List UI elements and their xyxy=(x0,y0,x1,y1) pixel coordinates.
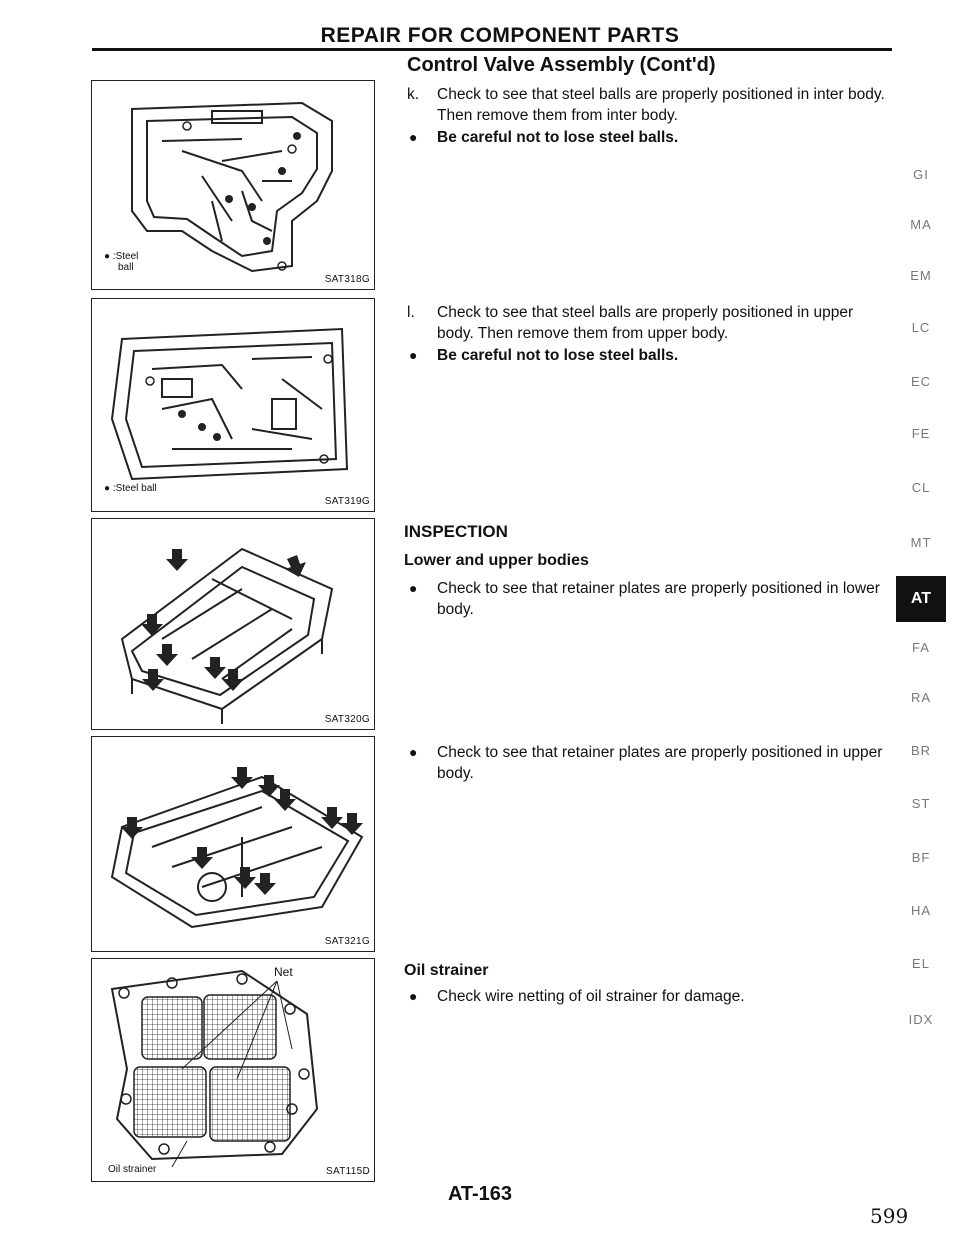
net-label: Net xyxy=(274,965,293,979)
valve-body-drawing xyxy=(92,299,374,511)
figure-legend xyxy=(104,483,157,494)
inspection-text: Check to see that retainer plates are properly positioned in upper body. xyxy=(437,744,883,782)
caution-k xyxy=(407,127,887,148)
tab-el[interactable]: EL xyxy=(912,956,930,971)
inspection-item-lower xyxy=(407,578,887,620)
arrow-icon-group xyxy=(141,549,306,691)
bullet-icon: ● xyxy=(409,129,418,145)
step-l xyxy=(407,302,887,344)
caution-l xyxy=(407,345,887,366)
figure-code: SAT319G xyxy=(324,496,370,507)
tab-ec[interactable]: EC xyxy=(910,374,932,389)
oil-strainer-heading: Oil strainer xyxy=(404,962,489,979)
step-marker: k. xyxy=(407,86,420,103)
tab-bf[interactable]: BF xyxy=(911,850,931,865)
legend-line: ● :Steel ball xyxy=(104,483,157,494)
legend-line: ● :Steel xyxy=(104,251,139,262)
tab-cl[interactable]: CL xyxy=(911,480,931,495)
lower-upper-bodies-heading: Lower and upper bodies xyxy=(404,552,589,569)
step-text: Check to see that steel balls are properly positioned in upper body. Then remove them from upper body. xyxy=(437,304,854,342)
oil-strainer-item xyxy=(407,986,887,1007)
caution-text: Be careful not to lose steel balls. xyxy=(437,129,679,146)
tab-br[interactable]: BR xyxy=(910,743,932,758)
oil-strainer-text: Check wire netting of oil strainer for damage. xyxy=(437,988,745,1005)
bullet-icon: ● xyxy=(409,744,418,760)
oil-strainer-drawing xyxy=(92,959,374,1181)
bullet-icon: ● xyxy=(409,580,418,596)
figure-inter-body-steel-balls xyxy=(91,80,375,290)
tab-lc[interactable]: LC xyxy=(911,320,931,335)
tab-at[interactable]: AT xyxy=(896,576,946,622)
step-k xyxy=(407,84,887,126)
bullet-icon: ● xyxy=(409,347,418,363)
tab-ra[interactable]: RA xyxy=(910,690,932,705)
figure-upper-body-steel-balls xyxy=(91,298,375,512)
page-number: 599 xyxy=(870,1204,909,1228)
page-header-title: REPAIR FOR COMPONENT PARTS xyxy=(320,24,680,47)
tab-ma[interactable]: MA xyxy=(910,217,932,232)
tab-mt[interactable]: MT xyxy=(910,535,932,550)
tab-st[interactable]: ST xyxy=(911,796,931,811)
tab-fe[interactable]: FE xyxy=(911,426,931,441)
page-code: AT-163 xyxy=(447,1183,513,1205)
tab-idx[interactable]: IDX xyxy=(908,1012,934,1027)
figure-upper-body-retainer-plates xyxy=(91,736,375,952)
figure-code: SAT320G xyxy=(324,714,370,725)
header-rule xyxy=(92,48,892,51)
figure-legend xyxy=(104,251,138,273)
bullet-icon: ● xyxy=(409,988,418,1004)
oil-strainer-label: Oil strainer xyxy=(108,1164,157,1175)
step-marker: l. xyxy=(407,304,415,321)
legend-line: ball xyxy=(118,262,134,273)
figure-code: SAT115D xyxy=(326,1166,370,1177)
inspection-heading: INSPECTION xyxy=(404,522,508,541)
inspection-text: Check to see that retainer plates are properly positioned in lower body. xyxy=(437,580,880,618)
caution-text: Be careful not to lose steel balls. xyxy=(437,347,679,364)
step-text: Check to see that steel balls are properly positioned in inter body. Then remove them from inter body. xyxy=(437,86,885,124)
tab-gi[interactable]: GI xyxy=(913,167,929,182)
valve-body-drawing xyxy=(92,519,374,729)
figure-code: SAT321G xyxy=(324,936,370,947)
figure-code: SAT318G xyxy=(324,274,370,285)
inspection-item-upper xyxy=(407,742,887,784)
tab-fa[interactable]: FA xyxy=(912,640,930,655)
figure-oil-strainer xyxy=(91,958,375,1182)
figure-lower-body-retainer-plates xyxy=(91,518,375,730)
section-title: Control Valve Assembly (Cont'd) xyxy=(407,54,716,76)
valve-body-drawing xyxy=(92,737,374,951)
tab-ha[interactable]: HA xyxy=(910,903,932,918)
tab-em[interactable]: EM xyxy=(910,268,932,283)
